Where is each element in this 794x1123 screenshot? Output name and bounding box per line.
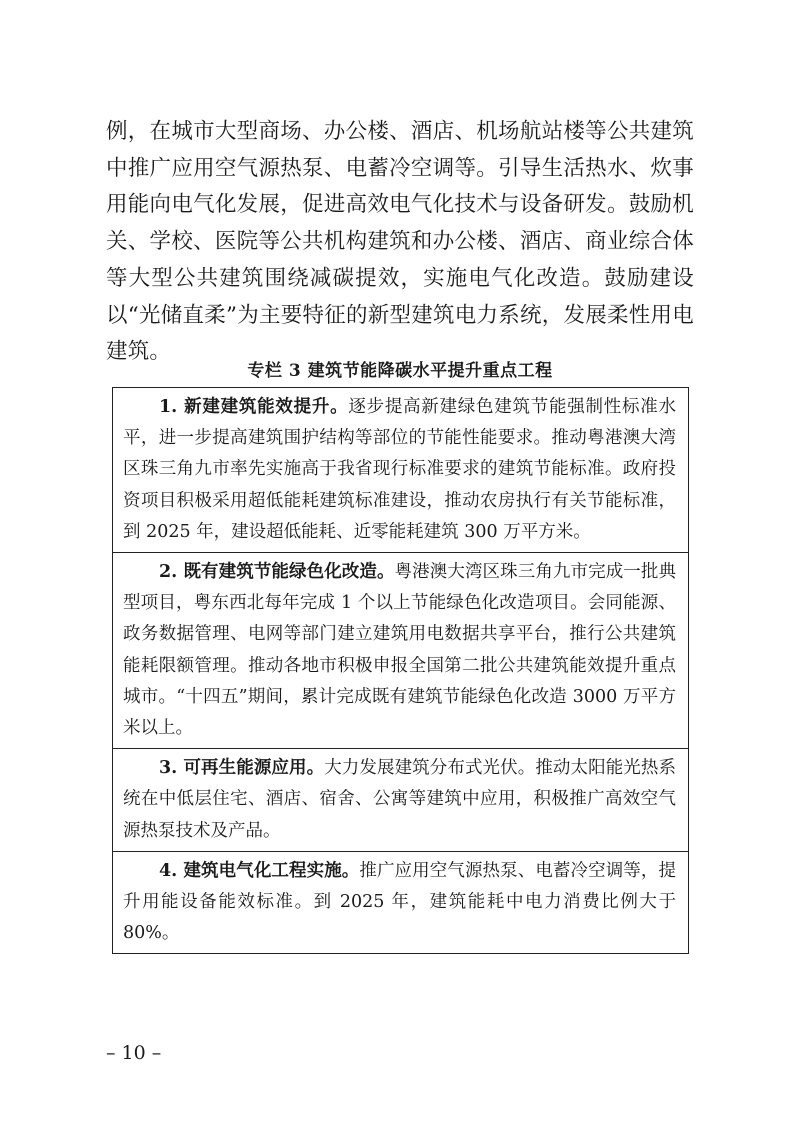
body-paragraph: 例，在城市大型商场、办公楼、酒店、机场航站楼等公共建筑中推广应用空气源热泵、电蓄冷空调等。引导生活热水、炊事用能向电气化发展，促进高效电气化技术与设备研发。鼓励机关、学校、医院等公共机构建筑和办公楼、酒店、商业综合体等大型公共建筑围绕减碳提效，实施电气化改造。鼓励建设以“光储直柔”为主要特征的新型建筑电力系统，发展柔性用电建筑。 — [106, 119, 694, 365]
project-item-4 — [113, 852, 688, 954]
page-number: – 10 – — [106, 1042, 162, 1064]
project-text: 大力发展建筑分布式光伏。推动太阳能光热系统在中低层住宅、酒店、宿舍、公寓等建筑中应用，积极推广高效空气源热泵技术及产品。 — [123, 758, 676, 841]
project-heading: 2. 既有建筑节能绿色化改造。 — [159, 562, 395, 583]
project-item-2 — [113, 553, 688, 749]
project-item-3 — [113, 749, 688, 852]
key-projects-box — [112, 387, 689, 954]
project-heading: 4. 建筑电气化工程实施。 — [159, 860, 360, 881]
project-text: 粤港澳大湾区珠三角九市完成一批典型项目，粤东西北每年完成 1 个以上节能绿色化改造项目。会同能源、政务数据管理、电网等部门建立建筑用电数据共享平台，推行公共建筑能耗限额管理。推动各地市积极申报全国第二批公共建筑能效提升重点城市。“十四五”期间，累计完成既有建筑节能绿色化改造 3000 万平方米以上。 — [123, 562, 676, 739]
project-text: 逐步提高新建绿色建筑节能强制性标准水平，进一步提高建筑围护结构等部位的节能性能要求。推动粤港澳大湾区珠三角九市率先实施高于我省现行标准要求的建筑节能标准。政府投资项目积极采用超低能耗建筑标准建设，推动农房执行有关节能标准，到 2025 年，建设超低能耗、近零能耗建筑 300 万平方米。 — [123, 397, 676, 542]
project-item-1 — [113, 388, 688, 553]
project-text: 推广应用空气源热泵、电蓄冷空调等，提升用能设备能效标准。到 2025 年，建筑能耗中电力消费比例大于 80%。 — [123, 860, 676, 944]
box-title: 专栏 3 建筑节能降碳水平提升重点工程 — [247, 361, 553, 381]
project-heading: 3. 可再生能源应用。 — [159, 758, 325, 779]
project-heading: 1. 新建建筑能效提升。 — [159, 397, 349, 417]
